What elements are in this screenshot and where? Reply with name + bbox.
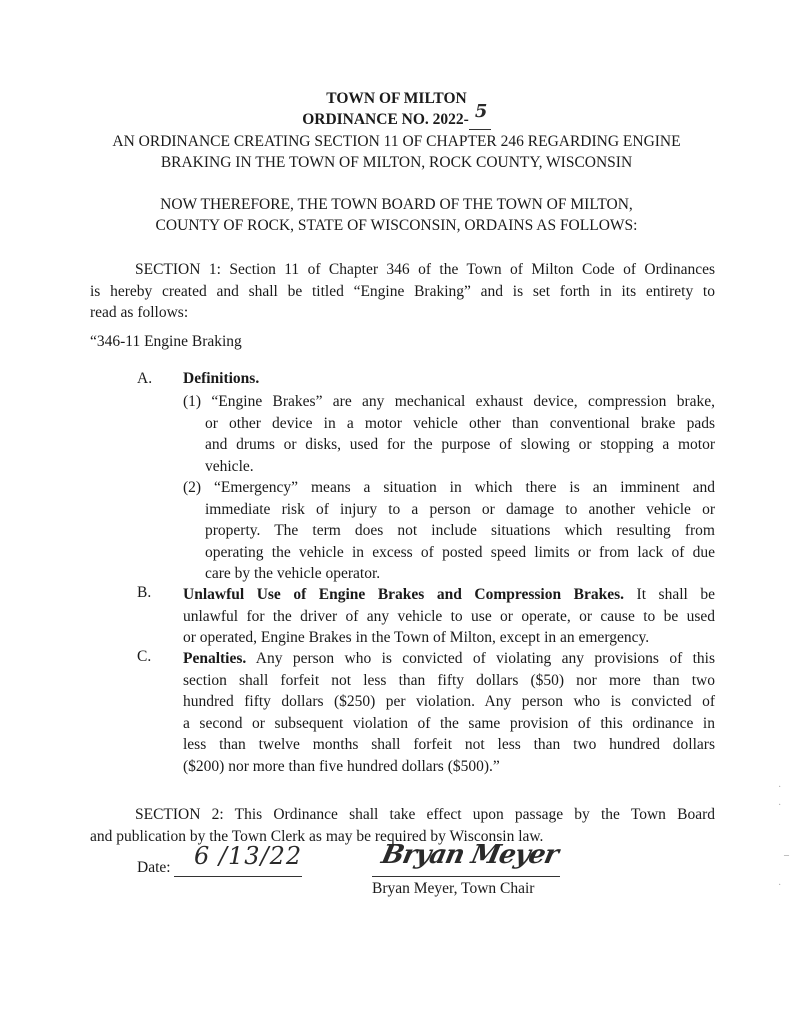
code-heading: “346-11 Engine Braking	[90, 333, 242, 350]
section-c-title: Penalties.	[183, 650, 247, 667]
ordinance-number-handwritten: 5	[474, 101, 488, 122]
date-label: Date:	[137, 859, 171, 876]
section-b-paragraph	[183, 584, 715, 649]
definition-line: (1) “Engine Brakes” are any mechanical exhaust device, compression brake,	[183, 393, 715, 410]
signature-line	[372, 876, 560, 877]
handwritten-signature: Bryan Meyer	[378, 840, 561, 870]
section-c-line: less than twelve months shall forfeit not less than two hundred dollars	[183, 736, 715, 753]
section-c-line: section shall forfeit not less than fifty dollars ($50) nor more than two	[183, 671, 715, 689]
section-1-line: SECTION 1: Section 11 of Chapter 346 of the Town of Milton Code of Ordinances	[135, 261, 715, 278]
definition-line: property. The term does not include situations which resulting from	[205, 522, 715, 539]
section-a-letter: A.	[137, 370, 153, 387]
ordinance-number	[0, 101, 793, 130]
scan-mark: ·	[778, 782, 782, 793]
section-b-line: unlawful for the driver of any vehicle to use or operate, or cause to be used	[183, 607, 715, 625]
section-c-letter: C.	[137, 648, 152, 665]
definition-line: or other device in a motor vehicle other than conventional brake pads	[205, 414, 715, 432]
section-c-line: a second or subsequent violation of the same provision of this ordinance in	[183, 714, 715, 732]
section-1-line: read as follows:	[90, 304, 189, 321]
section-c-paragraph	[183, 648, 715, 777]
definition-line: immediate risk of injury to a person or damage to another vehicle or	[205, 500, 715, 518]
ordinance-prefix: ORDINANCE NO. 2022-	[302, 111, 469, 128]
section-c-line	[183, 648, 715, 670]
preamble-line-2: COUNTY OF ROCK, STATE OF WISCONSIN, ORDAINS AS FOLLOWS:	[155, 217, 638, 234]
section-b-line-rest: It shall be	[624, 586, 716, 603]
signer-name: Bryan Meyer, Town Chair	[372, 880, 535, 897]
section-b-line	[183, 584, 715, 606]
ordinance-number-blank	[469, 101, 491, 130]
section-2-line: SECTION 2: This Ordinance shall take effect upon passage by the Town Board	[135, 806, 715, 823]
section-c-line: ($200) nor more than five hundred dollars ($500).”	[183, 757, 500, 775]
section-1-line: is hereby created and shall be titled “Engine Braking” and is set forth in its entirety to	[90, 282, 715, 300]
section-b-letter: B.	[137, 584, 152, 601]
section-2-line: and publication by the Town Clerk as may be required by Wisconsin law.	[90, 827, 544, 845]
definition-line: (2) “Emergency” means a situation in which there is an imminent and	[183, 479, 715, 496]
ordinance-title-line-2: BRAKING IN THE TOWN OF MILTON, ROCK COUNTY, WISCONSIN	[160, 154, 633, 171]
preamble-line-1: NOW THEREFORE, THE TOWN BOARD OF THE TOWN OF MILTON,	[160, 196, 633, 213]
definition-line: care by the vehicle operator.	[205, 565, 381, 582]
section-b-line: or operated, Engine Brakes in the Town of Milton, except in an emergency.	[183, 629, 650, 646]
definition-emergency	[183, 477, 715, 585]
ordinance-title-line-1: AN ORDINANCE CREATING SECTION 11 OF CHAPTER 246 REGARDING ENGINE	[112, 133, 681, 150]
section-b-title: Unlawful Use of Engine Brakes and Compression Brakes.	[183, 586, 625, 603]
definition-line: operating the vehicle in excess of posted speed limits or from lack of due	[205, 543, 715, 561]
scan-mark: –	[784, 850, 789, 861]
date-handwritten: 6 /13/22	[194, 842, 303, 870]
section-1-paragraph	[90, 259, 715, 324]
date-line	[174, 876, 302, 877]
scan-mark: ·	[778, 880, 782, 891]
definition-line: vehicle.	[205, 457, 254, 475]
definition-engine-brakes	[183, 391, 715, 477]
section-a-title: Definitions.	[183, 370, 260, 387]
definition-line: and drums or disks, used for the purpose of slowing or stopping a motor	[205, 436, 715, 453]
town-heading: TOWN OF MILTON	[326, 90, 467, 107]
section-c-line: hundred fifty dollars ($250) per violation. Any person who is convicted of	[183, 693, 715, 710]
section-c-line-rest: Any person who is convicted of violating any provisions of this	[246, 650, 715, 667]
scan-mark: ·	[778, 800, 782, 811]
